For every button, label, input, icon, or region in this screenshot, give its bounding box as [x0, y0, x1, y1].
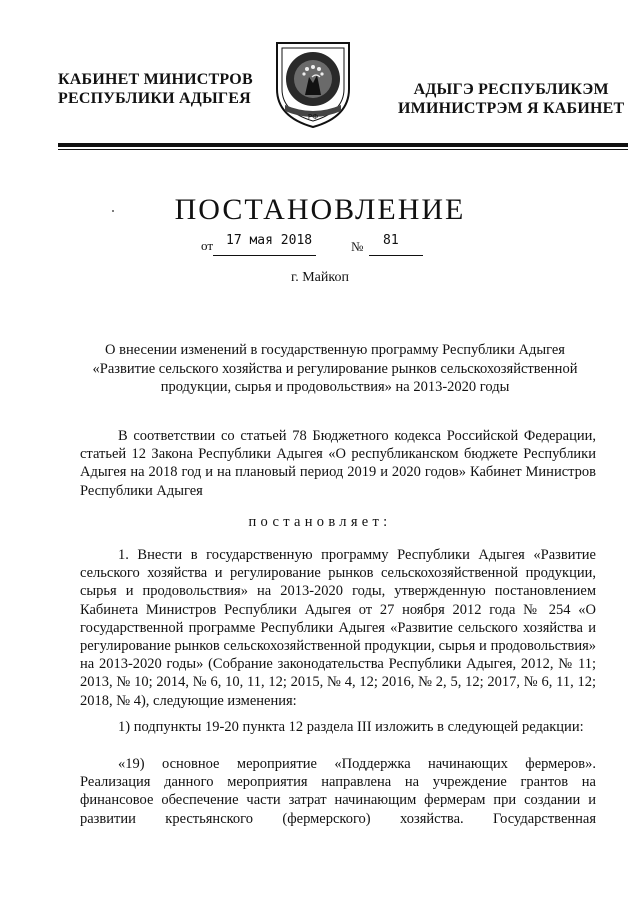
preamble-paragraph: В соответствии со статьей 78 Бюджетного кодекса Российской Федерации, статьей 12 Закона Республики Адыгея «О республиканском бюджете Республики Адыгея на 2018 год и на плановый период 2019 и 2020 годов» Кабинет Министров Республики Адыгея — [80, 428, 596, 499]
document-city: г. Майкоп — [291, 270, 349, 285]
document-subject: О внесении изменений в государственную программу Республики Адыгея «Развитие сельского хозяйства и регулирование рынков сельскохозяйственной продукции, сырья и продовольствия» на 2013-2020 годы — [92, 342, 578, 395]
item-1-paragraph: 1. Внести в государственную программу Республики Адыгея «Развитие сельского хозяйства и регулирование рынков сельскохозяйственной продукции, сырья и продовольствия» на 2013-2020 годы, утвержденную постановлением Кабинета Министров Республики Адыгея от 27 ноября 2012 года № 254 «О государственной программе Республики Адыгея «Развитие сельского хозяйства и регулирование рынков сельскохозяйственной продукции, сырья и продовольствия» на 2013-2020 годы» (Собрание законодательства Республики Адыгея, 2012, № 11; 2013, № 10; 2014, № 6, 10, 11, 12; 2015, № 4, 12; 2016, № 2, 5, 12; 2017, № 6, 11, 12; 2018, № 4), следующие изменения: — [80, 547, 596, 709]
header-divider-thick — [58, 143, 628, 147]
item-1-subitem-19-text: «19) основное мероприятие «Поддержка начинающих фермеров». Реализация данного мероприятия направлена на учреждение грантов на финансовое обеспечение части затрат начинающим фермерам при создании и развитии крестьянского (фермерского) хозяйства. Государственная — [80, 756, 596, 827]
ministry-name-adyghe-line2: ИМИНИСТРЭМ Я КАБИНЕТ — [398, 100, 625, 117]
coat-of-arms-emblem — [271, 37, 355, 129]
svg-text:РФ: РФ — [307, 113, 319, 121]
number-underline — [369, 255, 423, 256]
header-divider-thin — [58, 149, 628, 150]
ministry-name-adyghe-line1: АДЫГЭ РЕСПУБЛИКЭМ — [413, 81, 609, 98]
ministry-name-russian-line2: РЕСПУБЛИКИ АДЫГЕЯ — [58, 90, 251, 107]
document-type-title: ПОСТАНОВЛЕНИЕ — [174, 193, 466, 226]
document-date: 17 мая 2018 — [226, 233, 313, 248]
ministry-name-russian-line1: КАБИНЕТ МИНИСТРОВ — [58, 71, 253, 88]
item-1-subitem-1: 1) подпункты 19-20 пункта 12 раздела III изложить в следующей редакции: — [118, 719, 584, 735]
number-label: № — [351, 239, 364, 254]
ministry-name-adyghe — [398, 80, 624, 118]
decree-word: постановляет: — [248, 514, 392, 530]
date-prefix: от — [201, 238, 214, 253]
date-underline — [213, 255, 316, 256]
document-number: 81 — [383, 233, 399, 248]
ministry-name-russian — [58, 70, 253, 108]
